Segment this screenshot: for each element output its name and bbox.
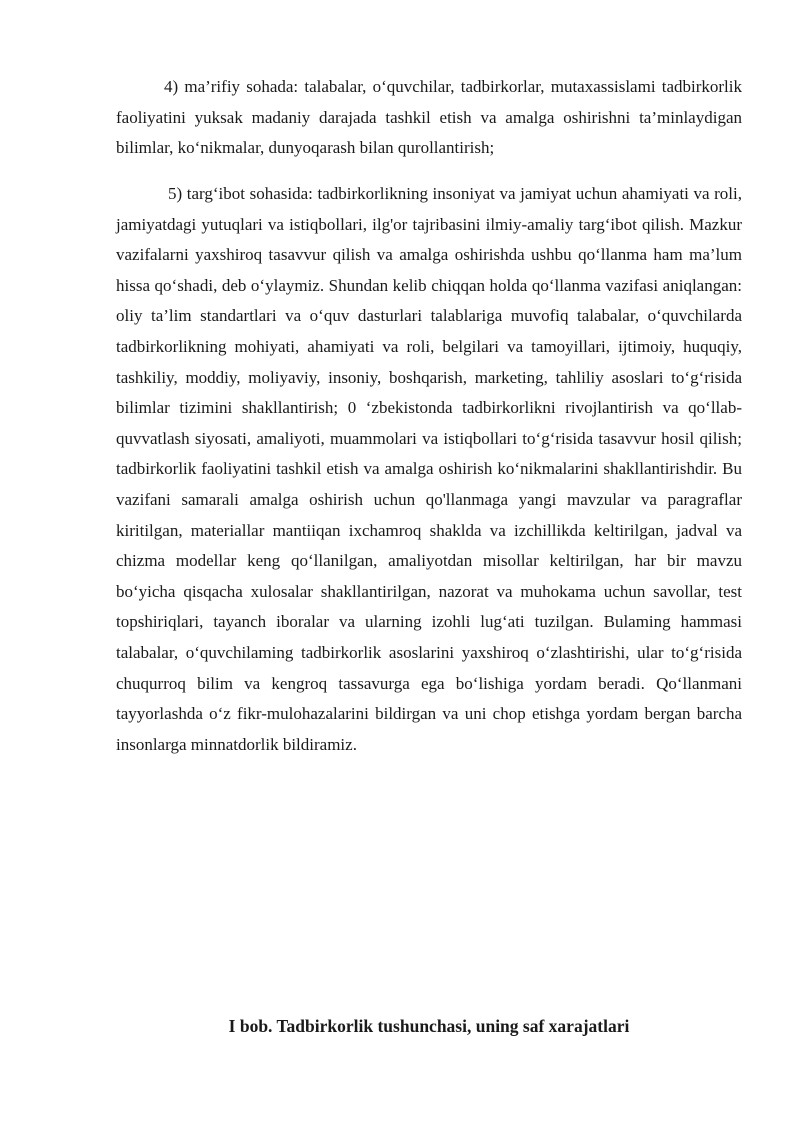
chapter-heading: I bob. Tadbirkorlik tushunchasi, uning saf xarajatlari — [228, 1016, 630, 1036]
paragraph-promotion-sphere: 5) targ‘ibot sohasida: tadbirkorlikning insoniyat va jamiyat uchun ahamiyati va roli, jamiyatdagi yutuqlari va istiqbollari, ilg'or tajribasini ilmiy-amaliy targ‘ibot qilish. Mazkur vazifalarni yaxshiroq tasavvur qilish va amalga oshirishda ushbu qo‘llanma ham ma’lum hissa qo‘shadi, deb o‘ylaymiz. Shundan kelib chiqqan holda qo‘llanma vazifasi aniqlangan: oliy ta’lim standartlari va o‘quv dasturlari talablariga muvofiq talabalar, o‘quvchilarda tadbirkorlikning mohiyati, ahamiyati va roli, belgilari va tamoyillari, ijtimoiy, huquqiy, tashkiliy, moddiy, moliyaviy, insoniy, boshqarish, marketing, tahliliy asoslari to‘g‘risida bilimlar tizimini shakllantirish; 0 ‘zbekistonda tadbirkorlikni rivojlantirish va qo‘llab-quvvatlash siyosati, amaliyoti, muammolari va istiqbollari to‘g‘risida tasavvur hosil qilish; tadbirkorlik faoliyatini tashkil etish va amalga oshirish ko‘nikmalarini shakllantirishdir. Bu vazifani samarali amalga oshirish uchun qo'llanmaga yangi mavzular va paragraflar kiritilgan, materiallar mantiiqan ixchamroq shaklda va izchillikda keltirilgan, jadval va chizma modellar keng qo‘llanilgan, amaliyotdan misollar keltirilgan, har bir mavzu bo‘yicha qisqacha xulosalar shakllantirilgan, nazorat va muhokama uchun savollar, test topshiriqlari, tayanch iboralar va ularning izohli lug‘ati tuzilgan. Bulaming hammasi talabalar, o‘quvchilaming tadbirkorlik asoslarini yaxshiroq o‘zlashtirishi, ular to‘g‘risida chuqurroq bilim va kengroq tassavurga ega bo‘lishiga yordam beradi. Qo‘llanmani tayyorlashda o‘z fikr-mulohazalarini bildirgan va uni chop etishga yordam bergan barcha insonlarga minnatdorlik bildiramiz. — [116, 184, 742, 754]
paragraph-educational-sphere: 4) ma’rifiy sohada: talabalar, o‘quvchilar, tadbirkorlar, mutaxassislami tadbirkorlik faoliyatini yuksak madaniy darajada tashkil etish va amalga oshirishni ta’minlaydigan bilimlar, ko‘nikmalar, dunyoqarash bilan qurollantirish; — [116, 77, 742, 158]
